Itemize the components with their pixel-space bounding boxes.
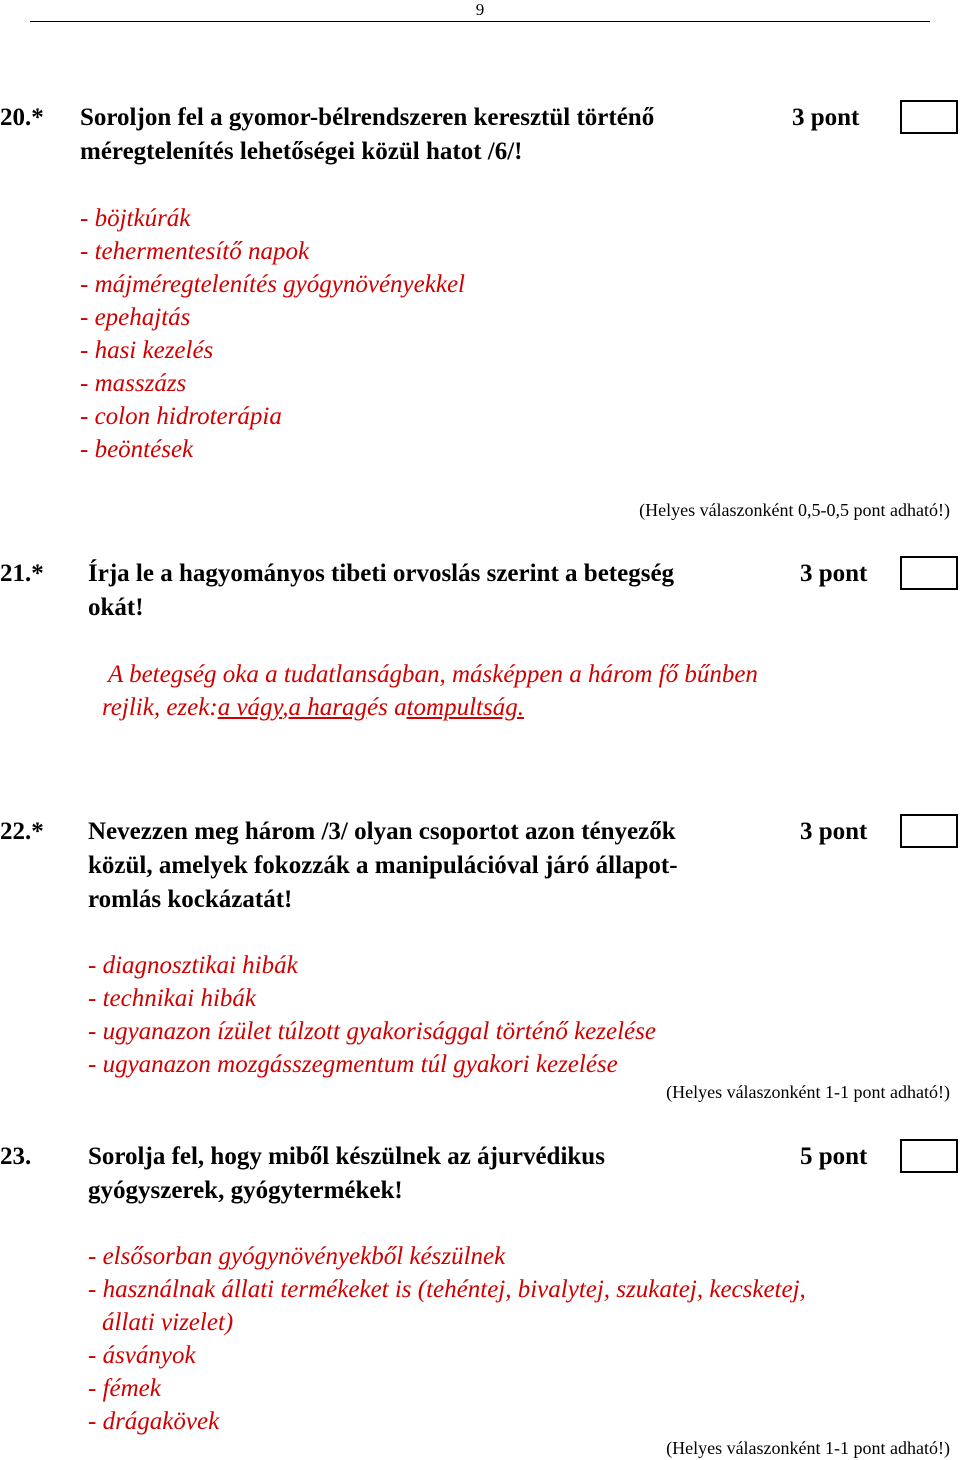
question-21-line-1: Írja le a hagyományos tibeti orvoslás szerint a betegség <box>88 560 675 587</box>
question-22-answers <box>88 949 656 1081</box>
answer-underlined-tompultsag: tompultság. <box>406 694 524 721</box>
answer-line: A betegség oka a tudatlanságban, másképpen a három fő bűnben <box>108 661 758 688</box>
question-22-line-2: közül, amelyek fokozzák a manipulációval járó állapot- <box>88 852 678 879</box>
answer-fragment: és a <box>367 694 407 721</box>
answer-line: - ugyanazon mozgásszegmentum túl gyakori kezelése <box>88 1051 618 1078</box>
answer-line: - technikai hibák <box>88 985 256 1012</box>
answer-line: - beöntések <box>80 436 194 463</box>
answer-fragment: rejlik, ezek: <box>102 694 218 721</box>
answer-line: - drágakövek <box>88 1408 220 1435</box>
question-21-answer <box>102 658 758 724</box>
answer-line: - elsősorban gyógynövényekből készülnek <box>88 1243 506 1270</box>
question-23-number: 23. <box>0 1143 32 1170</box>
answer-line: - ásványok <box>88 1342 196 1369</box>
question-23-text <box>88 1140 605 1208</box>
question-22-line-3: romlás kockázatát! <box>88 886 293 913</box>
answer-line: - hasi kezelés <box>80 337 214 364</box>
question-20-points: 3 pont <box>792 104 860 131</box>
answer-line: - masszázs <box>80 370 187 397</box>
answer-line: - ugyanazon ízület túlzott gyakorisággal történő kezelése <box>88 1018 656 1045</box>
question-22-score-box[interactable] <box>900 814 958 848</box>
question-20-text <box>80 101 654 169</box>
question-21-points: 3 pont <box>800 560 868 587</box>
question-22-line-1: Nevezzen meg három /3/ olyan csoportot azon tényezők <box>88 818 676 845</box>
answer-line: - böjtkúrák <box>80 205 191 232</box>
question-22-points: 3 pont <box>800 818 868 845</box>
question-23-line-1: Sorolja fel, hogy miből készülnek az ájurvédikus <box>88 1143 605 1170</box>
question-20-scoring-note: (Helyes válaszonként 0,5-0,5 pont adható!) <box>639 500 950 520</box>
question-23-points: 5 pont <box>800 1143 868 1170</box>
answer-line: - diagnosztikai hibák <box>88 952 298 979</box>
question-22-number: 22.* <box>0 818 44 845</box>
answer-line: - epehajtás <box>80 304 191 331</box>
question-20-answers <box>80 202 465 466</box>
answer-line: - tehermentesítő napok <box>80 238 310 265</box>
question-23-scoring-note: (Helyes válaszonként 1-1 pont adható!) <box>666 1438 950 1458</box>
question-20-number: 20.* <box>0 104 44 131</box>
question-22-scoring-note: (Helyes válaszonként 1-1 pont adható!) <box>666 1082 950 1102</box>
question-21-text <box>88 557 674 625</box>
question-22-text <box>88 815 678 917</box>
answer-line: - fémek <box>88 1375 161 1402</box>
question-20-line-1: Soroljon fel a gyomor-bélrendszeren keresztül történő <box>80 104 655 131</box>
question-20-line-2: méregtelenítés lehetőségei közül hatot /6/! <box>80 138 523 165</box>
answer-underlined-harag: a harag <box>288 694 367 721</box>
answer-line: állati vizelet) <box>102 1309 234 1336</box>
answer-line: - colon hidroterápia <box>80 403 282 430</box>
answer-line: - használnak állati termékeket is (tehéntej, bivalytej, szukatej, kecsketej, <box>88 1276 806 1303</box>
question-21-line-2: okát! <box>88 594 144 621</box>
header-rule <box>30 21 930 22</box>
question-23-score-box[interactable] <box>900 1139 958 1173</box>
page-number: 9 <box>475 0 485 19</box>
answer-fragment: , <box>282 694 289 721</box>
question-23-line-2: gyógyszerek, gyógytermékek! <box>88 1177 403 1204</box>
question-21-number: 21.* <box>0 560 44 587</box>
question-20-score-box[interactable] <box>900 100 958 134</box>
answer-line <box>102 691 758 724</box>
answer-underlined-vagy: a vágy <box>217 694 283 721</box>
question-23-answers <box>88 1240 806 1438</box>
question-21-score-box[interactable] <box>900 556 958 590</box>
answer-line: - májméregtelenítés gyógynövényekkel <box>80 271 465 298</box>
